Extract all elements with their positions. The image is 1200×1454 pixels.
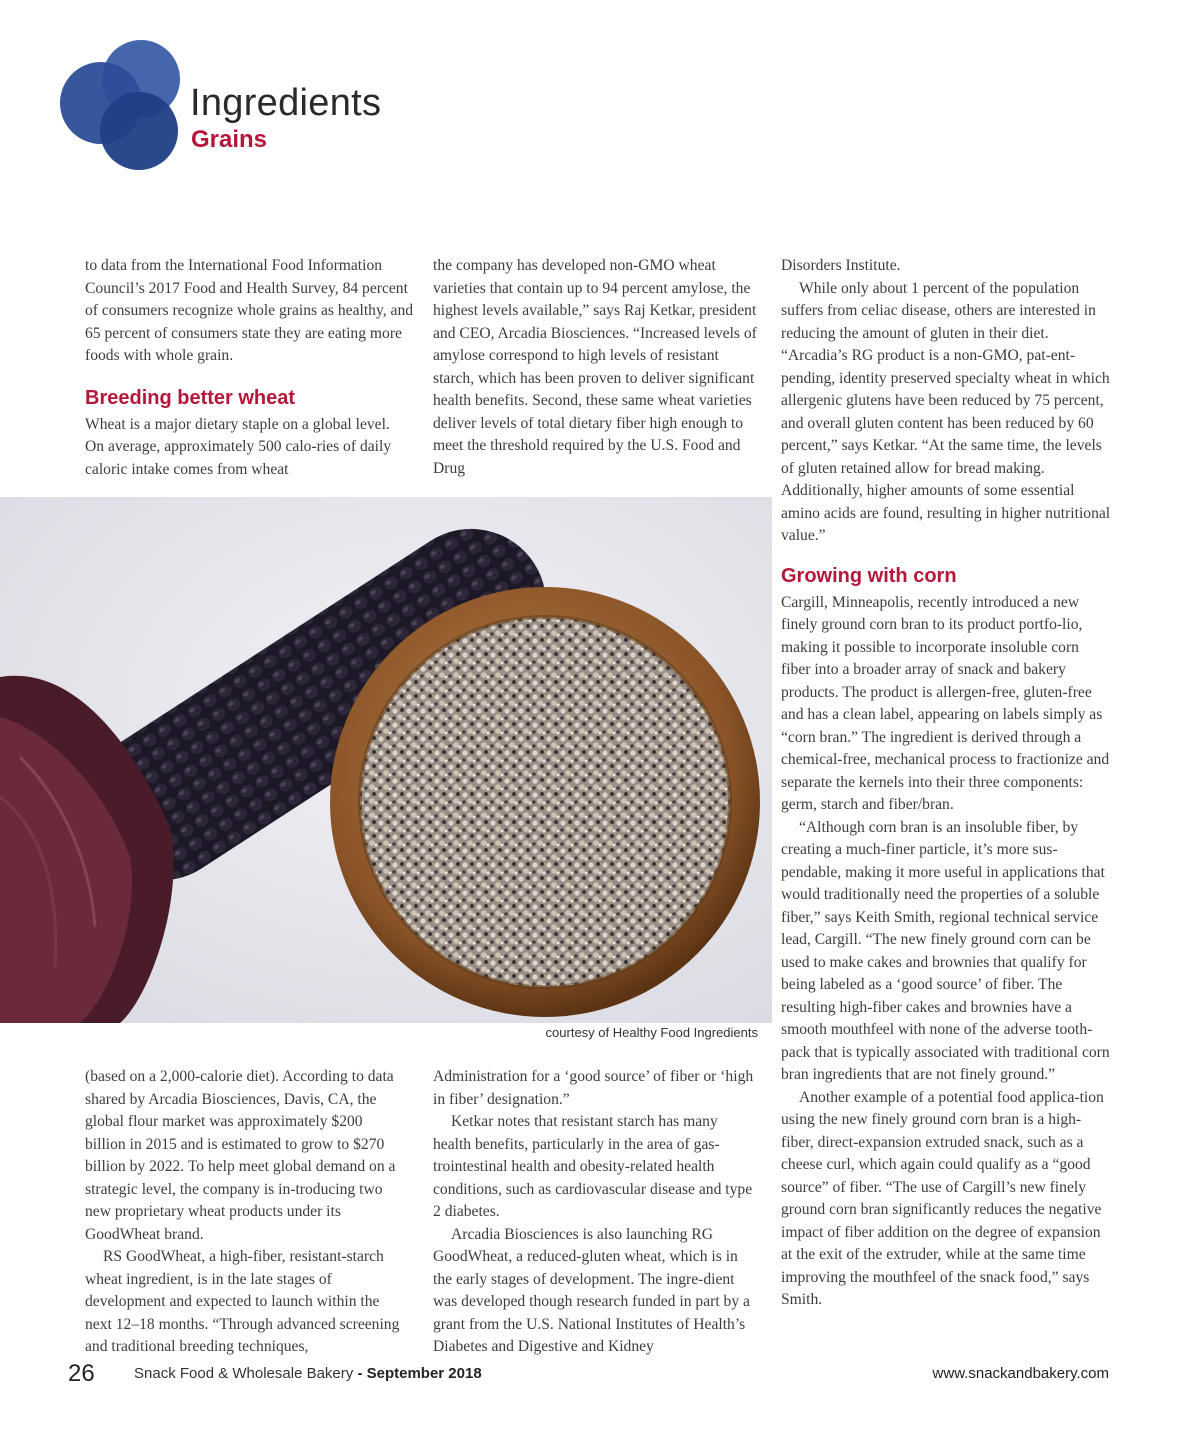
heading-breeding-better-wheat: Breeding better wheat: [85, 386, 296, 409]
article-photo-corn-bran: [0, 497, 772, 1023]
website-link[interactable]: www.snackandbakery.com: [932, 1365, 1109, 1382]
paragraph: Administration for a ‘good source’ of fiber or ‘high in fiber’ designation.”: [433, 1068, 754, 1108]
section-logo-circles: [60, 40, 210, 175]
photo-caption: courtesy of Healthy Food Ingredients: [545, 1025, 758, 1040]
publication-title: Snack Food & Wholesale Bakery: [134, 1365, 354, 1382]
section-title: Ingredients: [190, 82, 382, 124]
column-2-top: [433, 255, 763, 480]
paragraph: to data from the International Food Information Council’s 2017 Food and Health Survey, 84 percent of consumers recognize whole grains as healthy, and 65 percent of consumers state they are eating more foods with whole grain.: [85, 257, 414, 364]
paragraph: Another example of a potential food applica-tion using the new finely ground corn bran is a high-fiber, direct-expansion extruded snack, such as a cheese curl, which again could qualify as a “good source” of fiber. “The use of Cargill’s new finely ground corn bran significantly reduces the negative impact of fiber addition on the degree of expansion at the exit of the extruder, while at the same time improving the mouthfeel of the snack food,” says Smith.: [781, 1088, 1104, 1308]
issue-date: - September 2018: [357, 1365, 482, 1382]
page-number: 26: [68, 1360, 95, 1387]
column-1-top: [85, 255, 415, 481]
paragraph: “Although corn bran is an insoluble fiber, by creating a much-finer particle, it’s more sus-pendable, making it more useful in applications that would traditionally need the properties of a soluble fiber,” says Keith Smith, regional technical service lead, Cargill. “The new finely ground corn can be used to make cakes and brownies that qualify for being labeled as a ‘good source’ of fiber. The resulting high-fiber cakes and brownies have a smooth mouthfeel with none of the adverse tooth-pack that is typically associated with traditional corn bran ingredients that are not finely ground.”: [781, 818, 1110, 1083]
paragraph: RS GoodWheat, a high-fiber, resistant-starch wheat ingredient, is in the late stages of development and expected to launch within the next 12–18 months. “Through advanced screening and traditional breeding techniques,: [85, 1248, 400, 1355]
section-subtitle: Grains: [191, 126, 268, 153]
photo-illustration: [0, 497, 772, 1023]
paragraph: Arcadia Biosciences is also launching RG GoodWheat, a reduced-gluten wheat, which is in the early stages of development. The ingre-dient was developed though research funded in part by a grant from the U.S. National Institutes of Health’s Diabetes and Digestive and Kidney: [433, 1225, 750, 1355]
paragraph: Cargill, Minneapolis, recently introduced a new finely ground corn bran to its product portfo-lio, making it possible to incorporate insoluble corn fiber into a broader array of snack and bakery products. The product is allergen-free, gluten-free and has a clean label, appearing on labels simply as “corn bran.” The ingredient is derived through a chemical-free, mechanical process to fractionize and separate the kernels into their three components: germ, starch and fiber/bran.: [781, 593, 1110, 813]
paragraph: (based on a 2,000-calorie diet). According to data shared by Arcadia Biosciences, Davis, CA, the global flour market was approximately $200 billion in 2015 and is estimated to grow to $270 billion by 2022. To help meet global demand on a strategic level, the company is in-troducing two new proprietary wheat products under its GoodWheat brand.: [85, 1068, 396, 1243]
page-footer: [0, 1360, 1200, 1390]
paragraph: Wheat is a major dietary staple on a global level. On average, approximately 500 calo-ries of daily caloric intake comes from wheat: [85, 415, 392, 478]
publication-name: [134, 1365, 482, 1382]
logo-circle-bottom: [100, 92, 178, 170]
paragraph: Ketkar notes that resistant starch has many health benefits, particularly in the area of gas-trointestinal health and obesity-related health conditions, such as cardiovascular disease and type 2 diabetes.: [433, 1113, 753, 1220]
paragraph: the company has developed non-GMO wheat varieties that contain up to 94 percent amylose, the highest levels available,” says Raj Ketkar, president and CEO, Arcadia Biosciences. “Increased levels of amylose correspond to high levels of resistant starch, which has been proven to deliver significant health benefits. Second, these same wheat varieties deliver levels of total dietary fiber high enough to meet the threshold required by the U.S. Food and Drug: [433, 257, 757, 477]
column-2-bottom: [433, 1066, 758, 1359]
column-1-bottom: [85, 1066, 407, 1359]
column-3: [781, 255, 1111, 1312]
heading-growing-with-corn: Growing with corn: [781, 564, 957, 587]
paragraph: Disorders Institute.: [781, 257, 901, 274]
paragraph: While only about 1 percent of the population suffers from celiac disease, others are interested in reducing the amount of gluten in their diet. “Arcadia’s RG product is a non-GMO, pat-ent-pending, identity preserved specialty wheat in which allergenic glutens have been reduced by 75 percent, and overall gluten content has been reduced by 60 percent,” says Ketkar. “At the same time, the levels of gluten retained allow for bread making. Additionally, higher amounts of some essential amino acids are found, resulting in higher nutritional value.”: [781, 279, 1111, 544]
